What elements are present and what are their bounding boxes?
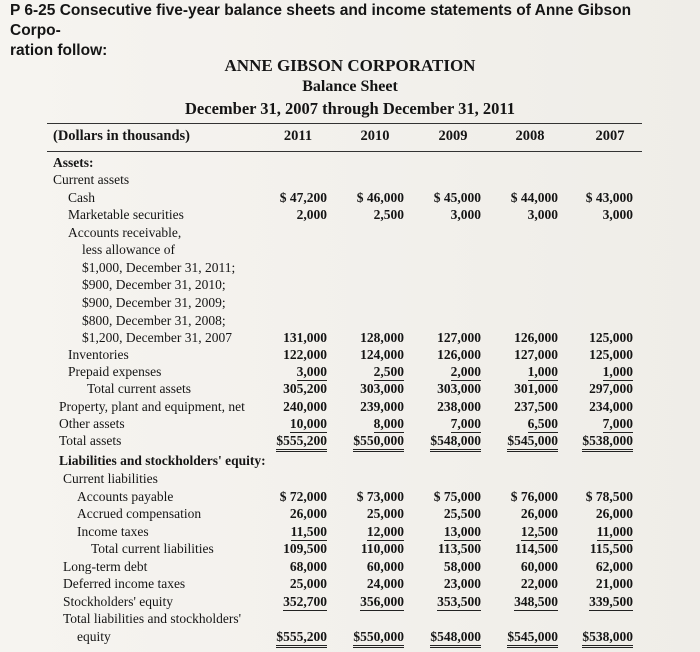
- cell-deferred-2010: 24,000: [366, 576, 404, 591]
- cell-total-current-assets-2011: 305,200: [283, 381, 327, 396]
- cell-ltd-2007: 62,000: [595, 559, 633, 574]
- cell-ap-2010: $ 73,000: [356, 489, 404, 504]
- statement-period: December 31, 2007 through December 31, 2011: [185, 99, 515, 118]
- marketable-securities-label: Marketable securities: [68, 207, 184, 222]
- cell-other-assets-2008: 6,500: [527, 416, 558, 431]
- cell-ar-2011: 131,000: [283, 330, 327, 345]
- current-assets-heading: Current assets: [53, 172, 130, 187]
- cell-income-taxes-2011: 11,500: [290, 524, 327, 539]
- allowance-2011: $1,000, December 31, 2011;: [82, 260, 236, 275]
- problem-text: Consecutive five-year balance sheets and income statements of Anne Gibson Corpo-: [10, 2, 632, 39]
- cell-income-taxes-2010: 12,000: [366, 524, 404, 539]
- cell-total-le-2009: $548,000: [430, 629, 481, 648]
- cell-accrued-2007: 26,000: [595, 506, 633, 521]
- accrued-compensation-label: Accrued compensation: [77, 506, 202, 521]
- inventories-label: Inventories: [68, 347, 129, 362]
- allowance-2008: $800, December 31, 2008;: [82, 313, 226, 328]
- cell-ap-2008: $ 76,000: [510, 489, 558, 504]
- liabilities-equity-heading: Liabilities and stockholders' equity:: [59, 453, 266, 468]
- cell-ppe-2010: 239,000: [360, 399, 404, 414]
- cell-ap-2007: $ 78,500: [585, 489, 633, 504]
- cell-marketable-2011: 2,000: [296, 207, 327, 222]
- cell-total-current-liab-2010: 110,000: [360, 541, 404, 556]
- cell-total-assets-2009: $548,000: [430, 433, 481, 452]
- ppe-label: Property, plant and equipment, net: [59, 399, 245, 414]
- cell-accrued-2011: 26,000: [289, 506, 327, 521]
- cell-income-taxes-2007: 11,000: [596, 524, 633, 539]
- year-header-2011: 2011: [283, 128, 313, 144]
- problem-statement: [10, 1, 685, 61]
- cell-total-current-liab-2011: 109,500: [283, 541, 327, 556]
- cell-deferred-2007: 21,000: [595, 576, 633, 591]
- cell-total-current-liab-2008: 114,500: [514, 541, 558, 556]
- cell-income-taxes-2008: 12,500: [520, 524, 558, 539]
- cell-total-assets-2010: $550,000: [353, 433, 404, 452]
- cell-marketable-2009: 3,000: [450, 207, 481, 222]
- cell-total-le-2008: $545,000: [507, 629, 558, 648]
- assets-heading: Assets:: [53, 155, 94, 170]
- cell-marketable-2010: 2,500: [373, 207, 404, 222]
- cell-equity-2008: 348,500: [514, 594, 558, 609]
- other-assets-label: Other assets: [59, 416, 125, 431]
- cell-equity-2009: 353,500: [437, 594, 481, 609]
- cell-ltd-2011: 68,000: [289, 559, 327, 574]
- cell-total-current-assets-2008: 301,000: [514, 381, 558, 396]
- long-term-debt-label: Long-term debt: [63, 559, 148, 574]
- cell-total-current-assets-2007: 297,000: [589, 381, 633, 396]
- cell-other-assets-2010: 8,000: [373, 416, 404, 431]
- cell-other-assets-2009: 7,000: [450, 416, 481, 431]
- stockholders-equity-label: Stockholders' equity: [63, 594, 174, 609]
- cell-deferred-2009: 23,000: [443, 576, 481, 591]
- total-current-liabilities-label: Total current liabilities: [91, 541, 214, 556]
- cell-ar-2007: 125,000: [589, 330, 633, 345]
- cell-cash-2011: $ 47,200: [279, 190, 327, 205]
- total-liab-equity-label: Total liabilities and stockholders': [63, 611, 242, 626]
- cell-deferred-2011: 25,000: [289, 576, 327, 591]
- current-liabilities-heading: Current liabilities: [63, 471, 158, 486]
- cell-income-taxes-2009: 13,000: [443, 524, 481, 539]
- accounts-payable-label: Accounts payable: [77, 489, 174, 504]
- cell-equity-2011: 352,700: [283, 594, 327, 609]
- cell-inventories-2011: 122,000: [283, 347, 327, 362]
- cell-total-le-2007: $538,000: [582, 629, 633, 648]
- cell-accrued-2010: 25,000: [366, 506, 404, 521]
- cell-cash-2010: $ 46,000: [356, 190, 404, 205]
- cell-total-le-2011: $555,200: [276, 629, 327, 648]
- accounts-receivable-label: Accounts receivable,: [68, 225, 182, 240]
- cell-equity-2007: 339,500: [589, 594, 633, 609]
- cell-ar-2009: 127,000: [437, 330, 481, 345]
- statement-title: Balance Sheet: [302, 78, 398, 95]
- cell-ar-2008: 126,000: [514, 330, 558, 345]
- cell-ap-2011: $ 72,000: [279, 489, 327, 504]
- total-assets-label: Total assets: [59, 433, 122, 448]
- cell-total-current-assets-2009: 303,000: [437, 381, 481, 396]
- cell-total-current-liab-2009: 113,500: [437, 541, 481, 556]
- allowance-2007: $1,200, December 31, 2007: [82, 330, 232, 345]
- cell-ppe-2011: 240,000: [283, 399, 327, 414]
- cell-cash-2007: $ 43,000: [585, 190, 633, 205]
- cell-cash-2008: $ 44,000: [510, 190, 558, 205]
- allowance-2009: $900, December 31, 2009;: [82, 295, 226, 310]
- allowance-2010: $900, December 31, 2010;: [82, 277, 226, 292]
- cell-prepaid-2011: 3,000: [296, 364, 327, 379]
- cell-cash-2009: $ 45,000: [433, 190, 481, 205]
- cell-total-assets-2011: $555,200: [276, 433, 327, 452]
- problem-text-continued: ration follow:: [10, 42, 108, 59]
- income-taxes-label: Income taxes: [77, 524, 149, 539]
- year-header-2010: 2010: [360, 128, 390, 144]
- units-label: (Dollars in thousands): [53, 128, 190, 144]
- cash-label: Cash: [68, 190, 95, 205]
- cell-ltd-2008: 60,000: [520, 559, 558, 574]
- cell-accrued-2009: 25,500: [443, 506, 481, 521]
- cell-inventories-2009: 126,000: [437, 347, 481, 362]
- cell-prepaid-2010: 2,500: [373, 364, 404, 379]
- prepaid-expenses-label: Prepaid expenses: [68, 364, 162, 379]
- cell-other-assets-2007: 7,000: [602, 416, 633, 431]
- cell-ltd-2009: 58,000: [443, 559, 481, 574]
- cell-prepaid-2007: 1,000: [602, 364, 633, 379]
- problem-number: P 6-25: [10, 2, 56, 19]
- cell-ltd-2010: 60,000: [366, 559, 404, 574]
- cell-inventories-2008: 127,000: [514, 347, 558, 362]
- cell-accrued-2008: 26,000: [520, 506, 558, 521]
- cell-total-current-liab-2007: 115,500: [589, 541, 633, 556]
- year-header-2007: 2007: [595, 128, 625, 144]
- cell-ppe-2007: 234,000: [589, 399, 633, 414]
- deferred-taxes-label: Deferred income taxes: [63, 576, 186, 591]
- cell-deferred-2008: 22,000: [520, 576, 558, 591]
- cell-equity-2010: 356,000: [360, 594, 404, 609]
- cell-marketable-2007: 3,000: [602, 207, 633, 222]
- cell-prepaid-2008: 1,000: [527, 364, 558, 379]
- cell-ar-2010: 128,000: [360, 330, 404, 345]
- cell-inventories-2007: 125,000: [589, 347, 633, 362]
- total-current-assets-label: Total current assets: [87, 381, 192, 396]
- cell-ap-2009: $ 75,000: [433, 489, 481, 504]
- cell-other-assets-2011: 10,000: [289, 416, 327, 431]
- cell-total-assets-2008: $545,000: [507, 433, 558, 452]
- year-header-2009: 2009: [438, 128, 468, 144]
- cell-prepaid-2009: 2,000: [450, 364, 481, 379]
- total-liab-equity-label-continued: equity: [77, 629, 111, 644]
- allowance-label: less allowance of: [82, 242, 175, 257]
- cell-total-current-assets-2010: 303,000: [360, 381, 404, 396]
- cell-total-assets-2007: $538,000: [582, 433, 633, 452]
- cell-marketable-2008: 3,000: [527, 207, 558, 222]
- year-header-2008: 2008: [515, 128, 545, 144]
- company-name: ANNE GIBSON CORPORATION: [224, 56, 476, 75]
- cell-ppe-2008: 237,500: [514, 399, 558, 414]
- cell-ppe-2009: 238,000: [437, 399, 481, 414]
- cell-total-le-2010: $550,000: [353, 629, 404, 648]
- cell-inventories-2010: 124,000: [360, 347, 404, 362]
